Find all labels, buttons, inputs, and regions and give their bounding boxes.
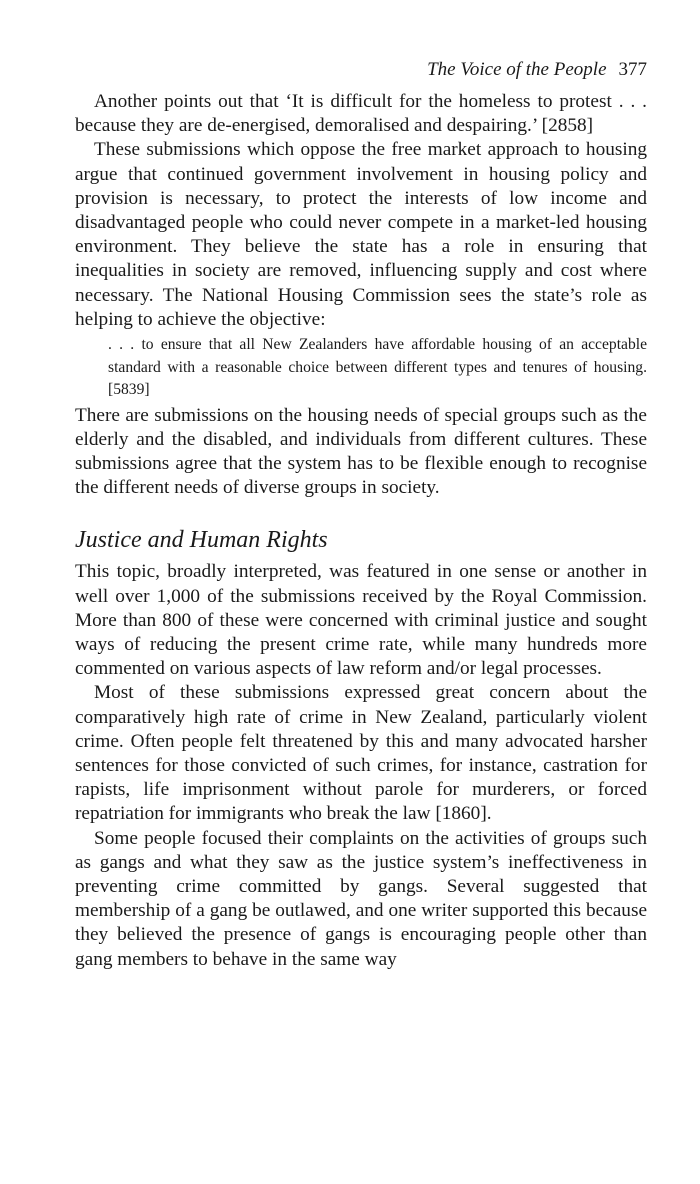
running-head-title: The Voice of the People — [427, 59, 607, 80]
running-head — [75, 58, 647, 82]
block-quote-housing-commission: . . . to ensure that all New Zealanders have affordable housing of an acceptable standard with a reasonable choice between different types and tenures of housing. [5839] — [108, 336, 647, 399]
page-number: 377 — [618, 59, 647, 80]
section-heading: Justice and Human Rights — [75, 527, 328, 554]
book-page — [75, 58, 647, 972]
paragraph-special-groups: There are submissions on the housing needs of special groups such as the elderly and the disabled, and individuals from different cultures. These submissions agree that the system has to be flexible enough to recognise the different needs of diverse groups in society. — [75, 404, 647, 499]
paragraph-free-market-opposition: These submissions which oppose the free market approach to housing argue that continued government involvement in housing policy and provision is necessary, to protect the interests of low income and disadvantaged people who could never compete in a market-led housing environment. They believe the state has a role in ensuring that inequalities in society are removed, influencing supply and cost where necessary. The National Housing Commission sees the state’s role as helping to achieve the objective: — [75, 139, 647, 330]
paragraph-crime-concern: Most of these submissions expressed great concern about the comparatively high rate of crime in New Zealand, particularly violent crime. Often people felt threatened by this and many advocated harsher sentences for those convicted of such crimes, for instance, castration for rapists, life imprisonment without parole for murderers, or forced repatriation for immigrants who break the law [1860]. — [75, 682, 647, 825]
paragraph-homeless-protest: Another points out that ‘It is difficult for the homeless to protest . . . because they are de-energised, demoralised and despairing.’ [2858] — [75, 91, 647, 137]
paragraph-topic-overview: This topic, broadly interpreted, was featured in one sense or another in well over 1,000 of the submissions received by the Royal Commission. More than 800 of these were concerned with criminal justice and sought ways of reducing the present crime rate, while many hundreds more commented on various aspects of law reform and/or legal processes. — [75, 561, 647, 680]
paragraph-gangs: Some people focused their complaints on the activities of groups such as gangs and what they saw as the justice system’s ineffectiveness in preventing crime committed by gangs. Several suggested that membership of a gang be outlawed, and one writer supported this because they believed the presence of gangs is encouraging people other than gang members to behave in the same way — [75, 827, 647, 970]
